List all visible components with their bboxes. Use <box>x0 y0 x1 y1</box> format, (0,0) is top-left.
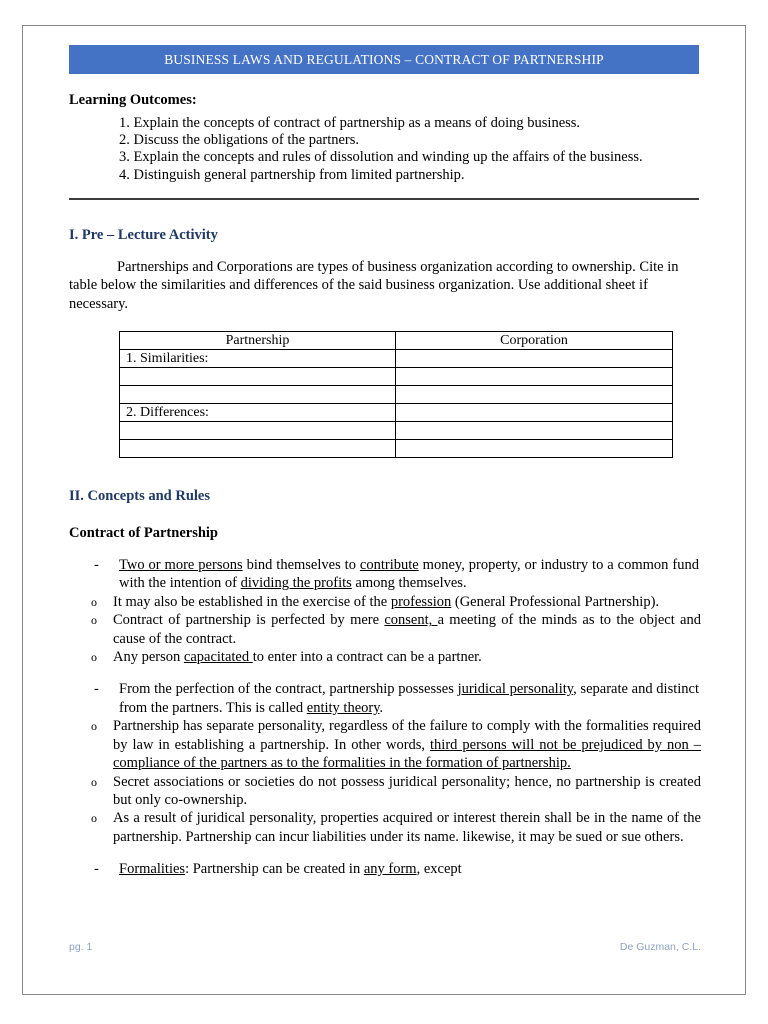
learning-outcome-item: 1. Explain the concepts of contract of partnership as a means of doing business. <box>119 115 581 131</box>
underlined-phrase: profession <box>390 593 452 610</box>
dash-bullet-item <box>69 680 699 717</box>
table-cell-blank[interactable] <box>396 404 673 422</box>
text-run: It may also be established in the exercise of the <box>113 593 391 610</box>
learning-outcomes-label: Learning Outcomes: <box>69 92 197 108</box>
section-heading-concepts: II. Concepts and Rules <box>69 488 210 505</box>
learning-outcomes-list <box>69 115 701 184</box>
circle-bullet-marker: o <box>91 594 97 609</box>
table-header-cell: Corporation <box>396 332 673 350</box>
table-row <box>120 440 673 458</box>
text-run: , except <box>416 861 462 878</box>
circle-bullet-text <box>113 774 701 808</box>
dash-bullet-text <box>119 557 699 591</box>
circle-bullet-item <box>69 611 701 648</box>
underlined-phrase: capacitated <box>183 649 253 666</box>
circle-bullet-item <box>69 809 701 846</box>
circle-bullet-text <box>113 810 701 844</box>
circle-bullet-marker: o <box>91 774 97 789</box>
text-run: : Partnership can be created in <box>185 861 364 878</box>
table-cell-blank[interactable] <box>120 368 396 386</box>
underlined-phrase: any form <box>363 861 417 878</box>
table-row <box>120 422 673 440</box>
table-header-row <box>120 332 673 350</box>
circle-bullet-text <box>113 649 482 665</box>
table-cell-blank[interactable] <box>120 386 396 404</box>
section-heading-pre-lecture: I. Pre – Lecture Activity <box>69 226 218 243</box>
table-header-cell: Partnership <box>120 332 396 350</box>
circle-bullet-text <box>113 594 659 610</box>
text-run: Contract of partnership is perfected by mere <box>113 612 385 629</box>
text-run: among themselves. <box>351 575 467 592</box>
circle-bullet-marker: o <box>91 650 97 665</box>
underlined-phrase: entity theory <box>306 699 380 716</box>
circle-bullet-text <box>113 718 701 771</box>
dash-bullet-text <box>119 861 462 877</box>
text-run: Any person <box>113 649 184 666</box>
dash-bullet-marker: - <box>94 861 99 878</box>
underlined-phrase: Formalities <box>119 861 186 878</box>
text-run: a meeting of the minds as to the object and cause of the contract. <box>113 612 701 647</box>
circle-bullet-marker: o <box>91 811 97 826</box>
table-cell-blank[interactable] <box>396 350 673 368</box>
text-run: (General Professional Partnership). <box>451 593 660 610</box>
dash-bullet-marker: - <box>94 557 99 574</box>
text-run: Secret associations or societies do not possess juridical personality; hence, no partnership is created but only co-ownership. <box>113 773 701 808</box>
table-row <box>120 368 673 386</box>
text-run: . <box>379 699 384 716</box>
circle-bullet-item <box>69 773 701 810</box>
circle-bullet-item <box>69 717 701 772</box>
dash-bullet-item <box>69 556 699 593</box>
learning-outcome-item: 3. Explain the concepts and rules of dissolution and winding up the affairs of the business. <box>119 149 643 166</box>
circle-bullet-list <box>69 593 701 667</box>
table-cell-blank[interactable] <box>120 422 396 440</box>
dash-bullet-marker: - <box>94 681 99 698</box>
text-run: As a result of juridical personality, properties acquired or interest therein shall be in the name of the partnership. Partnership can incur liabilities under its name. likewise, it may be sued or sue others. <box>113 810 701 845</box>
circle-bullet-marker: o <box>91 613 97 628</box>
document-title-banner: BUSINESS LAWS AND REGULATIONS – CONTRACT OF PARTNERSHIP <box>69 45 699 74</box>
underlined-phrase: juridical personality <box>457 681 574 698</box>
text-run: money, property, or industry to a common fund with the intention of <box>119 557 699 592</box>
table-row <box>120 386 673 404</box>
table-cell[interactable]: 2. Differences: <box>120 404 396 422</box>
table-row <box>120 404 673 422</box>
dash-bullet-text <box>119 681 699 715</box>
underlined-phrase: Two or more persons <box>119 557 243 574</box>
circle-bullet-list <box>69 717 701 846</box>
underlined-phrase: contribute <box>359 557 419 574</box>
concepts-bullet-container <box>69 556 701 879</box>
table-cell[interactable]: 1. Similarities: <box>120 350 396 368</box>
footer-page-number: pg. 1 <box>69 941 93 953</box>
table-cell-blank[interactable] <box>396 368 673 386</box>
table-cell-blank[interactable] <box>396 440 673 458</box>
page-footer <box>69 941 701 953</box>
page-content <box>69 45 701 879</box>
text-run: Partnership has separate personality, regardless of the failure to comply with the formalities required by law in establishing a partnership. In other words, <box>113 718 701 753</box>
comparison-table <box>119 331 673 458</box>
underlined-phrase: consent, <box>384 612 438 629</box>
footer-author: De Guzman, C.L. <box>619 941 701 953</box>
table-cell-blank[interactable] <box>396 386 673 404</box>
table-cell-blank[interactable] <box>396 422 673 440</box>
dash-bullet-item <box>69 860 699 878</box>
document-page <box>22 25 746 995</box>
table-row <box>120 350 673 368</box>
text-run: bind themselves to <box>242 557 360 574</box>
horizontal-divider <box>69 198 699 200</box>
underlined-phrase: dividing the profits <box>240 575 352 592</box>
underlined-phrase: third persons will not be prejudiced by non – compliance of the partners as to the formalities in the formation of partnership. <box>113 736 702 772</box>
circle-bullet-item <box>69 648 701 666</box>
circle-bullet-item <box>69 593 701 611</box>
text-run: to enter into a contract can be a partner. <box>252 649 482 666</box>
text-run: , separate and distinct from the partners. This is called <box>119 681 699 716</box>
circle-bullet-text <box>113 612 701 646</box>
table-cell-blank[interactable] <box>120 440 396 458</box>
circle-bullet-marker: o <box>91 719 97 734</box>
learning-outcome-item: 4. Distinguish general partnership from limited partnership. <box>119 166 465 183</box>
subheading-contract-of-partnership: Contract of Partnership <box>69 525 219 542</box>
learning-outcome-item: 2. Discuss the obligations of the partners. <box>119 132 360 149</box>
text-run: From the perfection of the contract, partnership possesses <box>119 681 458 698</box>
pre-lecture-paragraph: Partnerships and Corporations are types of business organization according to ownership. Cite in table below the similarities and differences of the said business organization. Use additional sheet if necessary. <box>69 258 679 312</box>
